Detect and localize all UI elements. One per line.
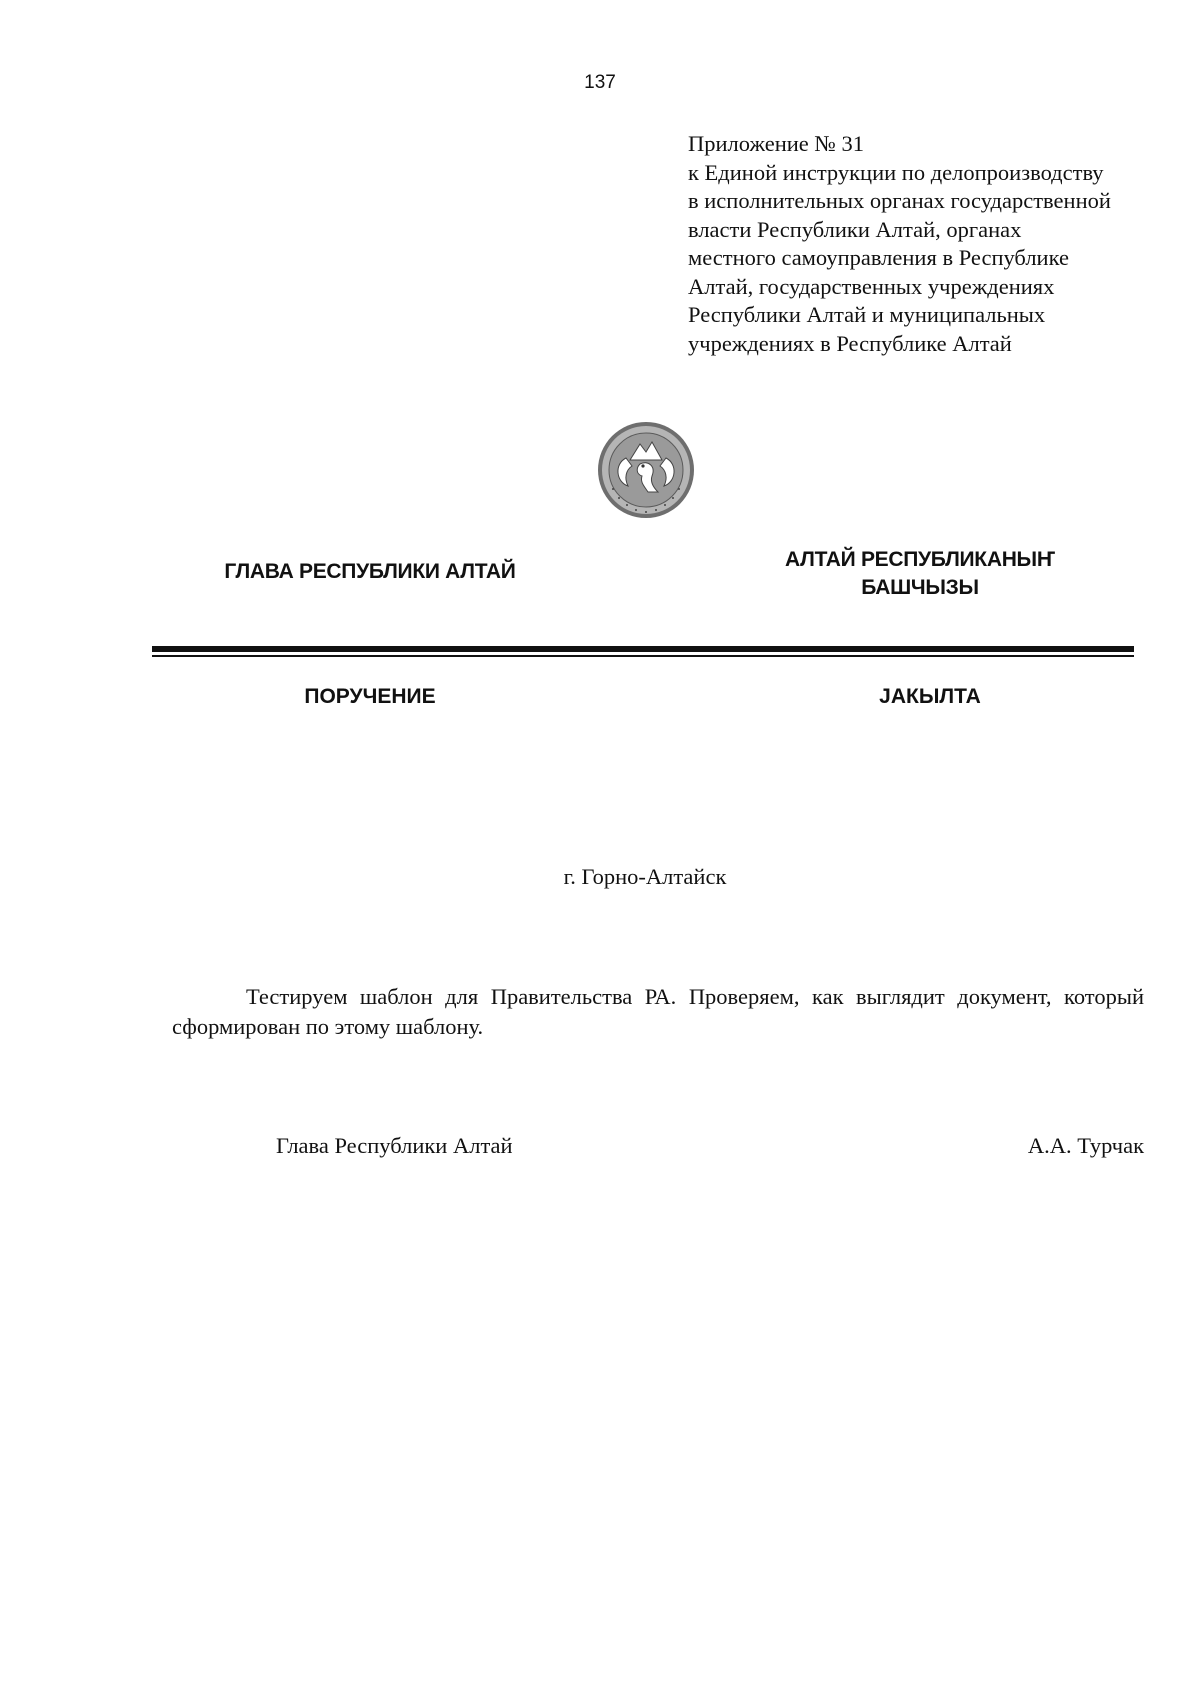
org-name-altai (720, 546, 1120, 602)
appendix-line: Алтай, государственных учреждениях (688, 273, 1055, 299)
page-number: 137 (584, 72, 616, 93)
org-name-russian: ГЛАВА РЕСПУБЛИКИ АЛТАЙ (224, 560, 516, 583)
org-name-altai-line1: АЛТАЙ РЕСПУБЛИКАНЫҤ (785, 548, 1055, 571)
appendix-title: Приложение № 31 (688, 131, 864, 156)
header-divider-thin (152, 655, 1134, 657)
org-name-altai-line2: БАШЧЫЗЫ (861, 576, 979, 599)
appendix-line: в исполнительных органах государственной (688, 188, 1111, 213)
appendix-block (688, 130, 1168, 358)
appendix-line: власти Республики Алтай, органах (688, 216, 1022, 242)
signer-name: А.А. Турчак (1027, 1133, 1144, 1158)
coat-of-arms-icon (596, 420, 696, 520)
document-body: Тестируем шаблон для Правительства РА. Проверяем, как выглядит документ, который сформирован по этому шаблону. (172, 984, 1144, 1039)
appendix-line: к Единой инструкции по делопроизводству (688, 159, 1104, 185)
appendix-line: местного самоуправления в Республике (688, 245, 1069, 270)
appendix-line: Республики Алтай и муниципальных (688, 302, 1046, 327)
signer-title: Глава Республики Алтай (276, 1133, 513, 1158)
header-divider-thick (152, 646, 1134, 652)
doc-type-altai: ЈАКЫЛТА (879, 685, 981, 708)
appendix-line: учреждениях в Республике Алтай (688, 330, 1012, 356)
city-name: г. Горно-Алтайск (563, 864, 727, 889)
doc-type-russian: ПОРУЧЕНИЕ (304, 685, 436, 708)
